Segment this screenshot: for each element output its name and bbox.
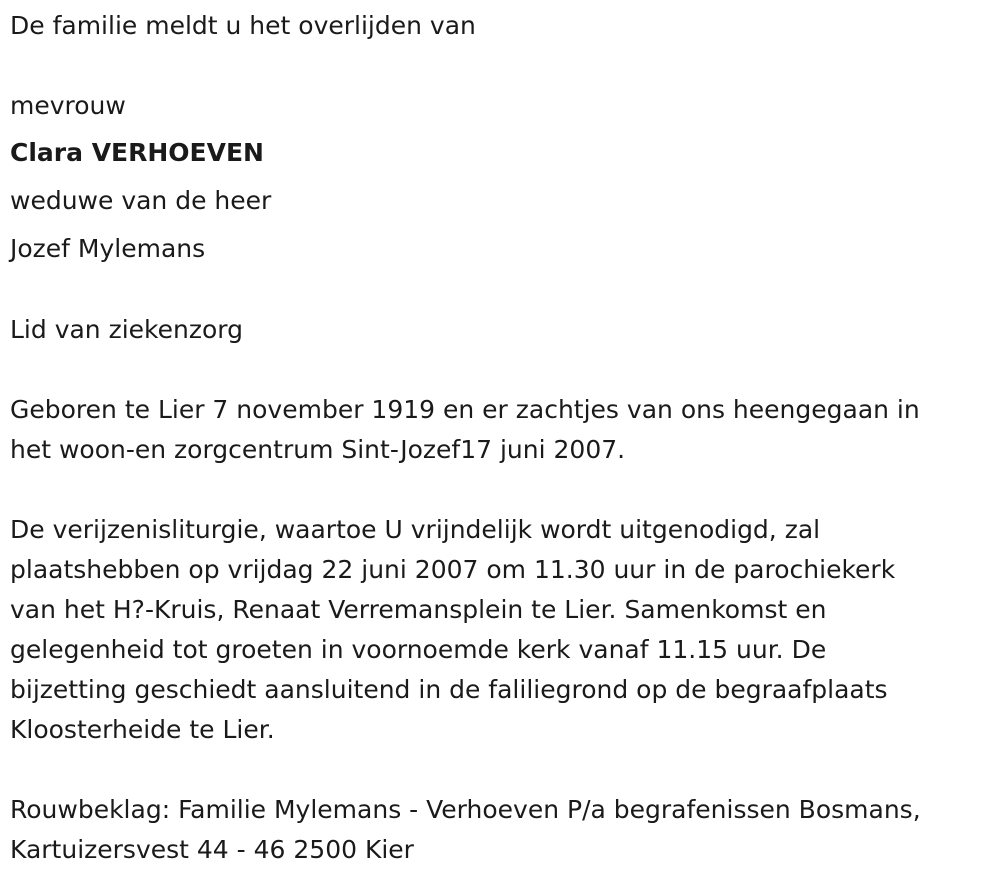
spouse-name: Jozef Mylemans xyxy=(10,234,206,263)
paragraph-line: plaatshebben op vrijdag 22 juni 2007 om 11.30 uur in de parochiekerk xyxy=(10,555,896,584)
deceased-name: Clara VERHOEVEN xyxy=(10,138,264,167)
paragraph-line: gelegenheid tot groeten in voornoemde kerk vanaf 11.15 uur. De xyxy=(10,635,827,664)
ceremony-paragraph xyxy=(10,510,985,750)
condolences-paragraph xyxy=(10,790,985,870)
paragraph-line: Kartuizersvest 44 - 46 2500 Kier xyxy=(10,835,414,864)
paragraph-line: Geboren te Lier 7 november 1919 en er zachtjes van ons heengegaan in xyxy=(10,395,920,424)
membership-text: Lid van ziekenzorg xyxy=(10,315,243,344)
paragraph-line: Rouwbeklag: Familie Mylemans - Verhoeven P/a begrafenissen Bosmans, xyxy=(10,795,921,824)
paragraph-line: De verijzenisliturgie, waartoe U vrijndelijk wordt uitgenodigd, zal xyxy=(10,515,821,544)
paragraph-line: Kloosterheide te Lier. xyxy=(10,715,275,744)
paragraph-line: het woon-en zorgcentrum Sint-Jozef17 juni 2007. xyxy=(10,435,626,464)
birth-death-paragraph xyxy=(10,390,985,470)
salutation: mevrouw xyxy=(10,91,126,120)
relation-text: weduwe van de heer xyxy=(10,186,272,215)
paragraph-line: van het H?-Kruis, Renaat Verremansplein te Lier. Samenkomst en xyxy=(10,595,827,624)
intro-text: De familie meldt u het overlijden van xyxy=(10,11,476,40)
paragraph-line: bijzetting geschiedt aansluitend in de faliliegrond op de begraafplaats xyxy=(10,675,888,704)
